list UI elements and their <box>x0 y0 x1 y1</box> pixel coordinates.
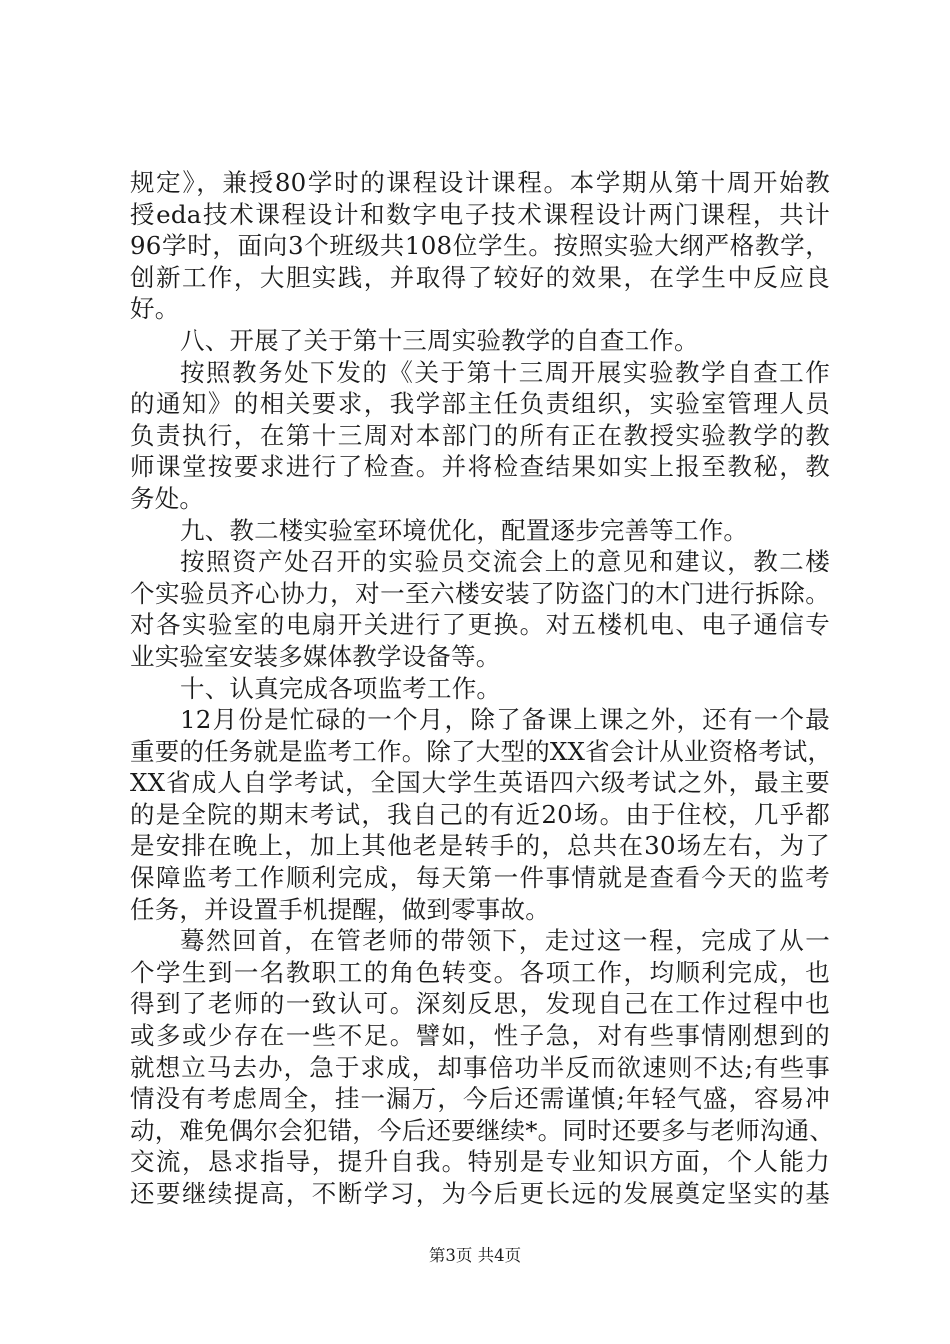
text-line: 务处。 <box>130 483 205 513</box>
text-line: 按照资产处召开的实验员交流会上的意见和建议，教二楼 <box>180 547 830 577</box>
text-line: 个实验员齐心协力，对一至六楼安装了防盗门的木门进行拆除。 <box>130 578 830 608</box>
text-line: 按照教务处下发的《关于第十三周开展实验教学自查工作 <box>180 357 830 387</box>
document-body <box>130 167 835 1210</box>
text-line: 就想立马去办，急于求成，却事倍功半反而欲速则不达;有些事 <box>130 1052 830 1082</box>
text-line: 好。 <box>130 294 180 324</box>
text-line: 交流，恳求指导，提升自我。特别是专业知识方面，个人能力 <box>130 1147 830 1177</box>
section-heading: 十、认真完成各项监考工作。 <box>180 673 502 703</box>
text-line: 的通知》的相关要求，我学部主任负责组织，实验室管理人员 <box>130 389 830 419</box>
section-heading: 八、开展了关于第十三周实验教学的自查工作。 <box>180 325 699 355</box>
text-line: 96学时，面向3个班级共108位学生。按照实验大纲严格教学， <box>130 231 830 261</box>
text-line: 得到了老师的一致认可。深刻反思，发现自己在工作过程中也 <box>130 989 830 1019</box>
text-line: 还要继续提高，不断学习，为今后更长远的发展奠定坚实的基 <box>130 1179 830 1208</box>
text-line: 保障监考工作顺利完成，每天第一件事情就是查看今天的监考 <box>130 863 830 893</box>
text-line: 对各实验室的电扇开关进行了更换。对五楼机电、电子通信专 <box>130 610 830 640</box>
text-line: 12月份是忙碌的一个月，除了备课上课之外，还有一个最 <box>180 705 830 735</box>
text-line: 师课堂按要求进行了检查。并将检查结果如实上报至教秘，教 <box>130 452 830 482</box>
text-line: 负责执行，在第十三周对本部门的所有正在教授实验教学的教 <box>130 420 830 450</box>
text-line: 情没有考虑周全，挂一漏万，今后还需谨慎;年轻气盛，容易冲 <box>130 1084 830 1114</box>
text-line: 动，难免偶尔会犯错，今后还要继续*。同时还要多与老师沟通、 <box>130 1115 835 1145</box>
text-line: 规定》，兼授80学时的课程设计课程。本学期从第十周开始教 <box>130 168 830 197</box>
text-line: 创新工作，大胆实践，并取得了较好的效果，在学生中反应良 <box>130 262 830 292</box>
text-line: 任务，并设置手机提醒，做到零事故。 <box>130 894 550 924</box>
text-line: 个学生到一名教职工的角色转变。各项工作，均顺利完成，也 <box>130 957 830 987</box>
text-line: XX省成人自学考试，全国大学生英语四六级考试之外，最主要 <box>130 768 830 798</box>
text-line: 是安排在晚上，加上其他老是转手的，总共在30场左右，为了 <box>130 831 830 861</box>
text-line: 重要的任务就是监考工作。除了大型的XX省会计从业资格考试， <box>130 736 833 766</box>
text-line: 的是全院的期末考试，我自己的有近20场。由于住校，几乎都 <box>130 799 830 829</box>
section-heading: 九、教二楼实验室环境优化，配置逐步完善等工作。 <box>180 515 749 545</box>
text-line: 或多或少存在一些不足。譬如，性子急，对有些事情刚想到的 <box>130 1021 830 1051</box>
text-line: 业实验室安装多媒体教学设备等。 <box>130 641 501 671</box>
page-number-footer: 第3页 共4页 <box>428 1246 522 1265</box>
text-line: 蓦然回首，在管老师的带领下，走过这一程，完成了从一 <box>180 926 830 956</box>
text-line: 授eda技术课程设计和数字电子技术课程设计两门课程，共计 <box>130 199 830 229</box>
